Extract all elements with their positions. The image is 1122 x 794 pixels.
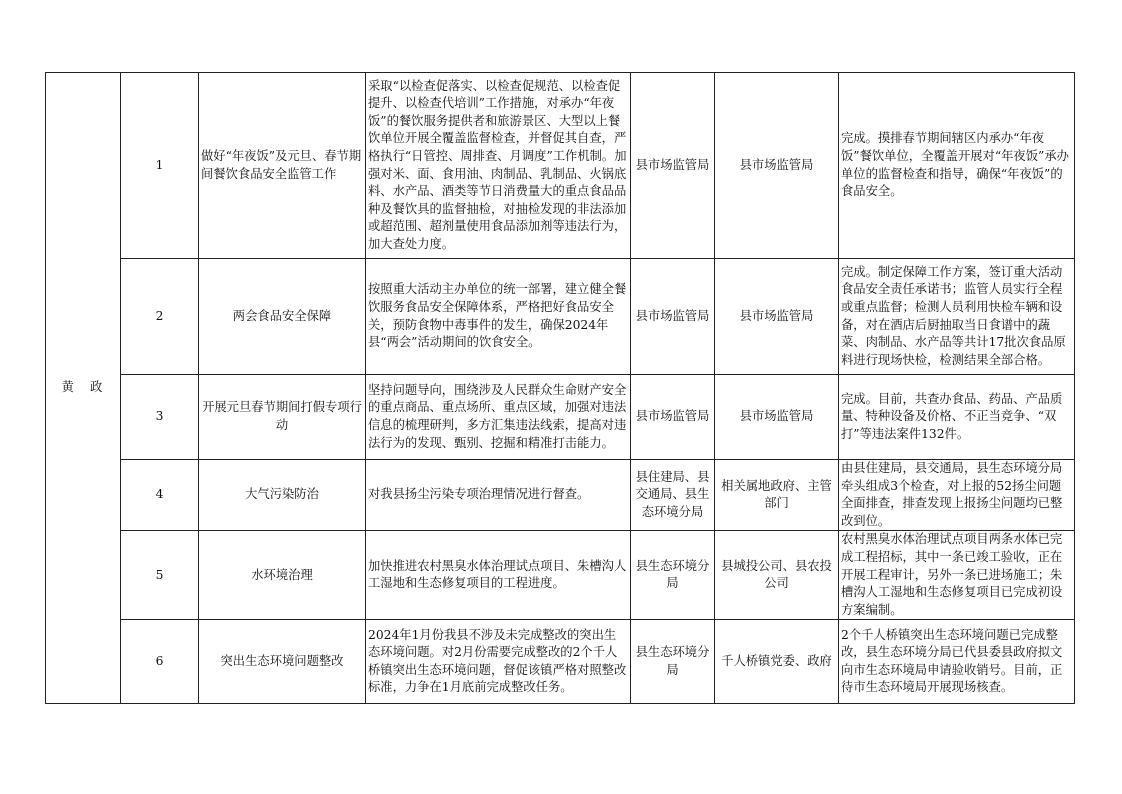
row-number: 1 [121,73,199,259]
row-number: 6 [121,620,199,704]
lead-department: 县生态环境分局 [631,531,715,620]
table-row [46,259,1075,375]
task-measure: 2024年1月份我县不涉及未完成整改的突出生态环境问题。对2月份需要完成整改的2个千人桥镇突出生态环境问题，督促该镇严格对照整改标准，力争在1月底前完成整改任务。 [366,620,631,704]
row-number: 3 [121,375,199,460]
responsible-unit: 县市场监管局 [715,375,839,460]
progress-status: 农村黑臭水体治理试点项目两条水体已完成工程招标，其中一条已竣工验收，正在开展工程审计，另外一条已进场施工；朱槽沟人工湿地和生态修复项目已完成初设方案编制。 [839,531,1075,620]
progress-table [45,72,1075,704]
task-name: 两会食品安全保障 [199,259,366,375]
task-name: 大气污染防治 [199,460,366,531]
row-number: 2 [121,259,199,375]
table-row [46,620,1075,704]
row-number: 4 [121,460,199,531]
responsible-unit: 千人桥镇党委、政府 [715,620,839,704]
progress-status: 2个千人桥镇突出生态环境问题已完成整改，县生态环境分局已代县委县政府拟文向市生态环境局申请验收销号。目前，正待市生态环境局开展现场核查。 [839,620,1075,704]
table-row [46,460,1075,531]
task-measure: 按照重大活动主办单位的统一部署，建立健全餐饮服务食品安全保障体系，严格把好食品安全关，预防食物中毒事件的发生，确保2024年县“两会”活动期间的饮食安全。 [366,259,631,375]
task-name: 做好“年夜饭”及元旦、春节期间餐饮食品安全监管工作 [199,73,366,259]
lead-department: 县市场监管局 [631,375,715,460]
task-measure: 对我县扬尘污染专项治理情况进行督查。 [366,460,631,531]
table-row [46,73,1075,259]
task-measure: 采取“以检查促落实、以检查促规范、以检查促提升、以检查代培训”工作措施，对承办“年夜饭”的餐饮服务提供者和旅游景区、大型以上餐饮单位开展全覆盖监督检查，并督促其自查，严格执行“日管控、周排查、月调度”工作机制。加强对米、面、食用油、肉制品、乳制品、火锅底料、水产品、酒类等节日消费量大的重点食品品种及餐饮具的监督抽检，对抽检发现的非法添加或超范围、超剂量使用食品添加剂等违法行为，加大查处力度。 [366,73,631,259]
task-name: 水环境治理 [199,531,366,620]
group-label-cell: 黄 政 [46,73,121,704]
task-name: 开展元旦春节期间打假专项行动 [199,375,366,460]
task-measure: 加快推进农村黑臭水体治理试点项目、朱槽沟人工湿地和生态修复项目的工程进度。 [366,531,631,620]
progress-status: 完成。目前，共查办食品、药品、产品质量、特种设备及价格、不正当竞争、“双打”等违法案件132件。 [839,375,1075,460]
responsible-unit: 县市场监管局 [715,259,839,375]
responsible-unit: 相关属地政府、主管部门 [715,460,839,531]
table-row [46,531,1075,620]
table-row [46,375,1075,460]
lead-department: 县市场监管局 [631,73,715,259]
responsible-unit: 县城投公司、县农投公司 [715,531,839,620]
progress-status: 完成。摸排春节期间辖区内承办“年夜饭”餐饮单位，全覆盖开展对“年夜饭”承办单位的监督检查和指导，确保“年夜饭”的食品安全。 [839,73,1075,259]
progress-status: 完成。制定保障工作方案，签订重大活动食品安全责任承诺书；监管人员实行全程或重点监督；检测人员利用快检车辆和设备，对在酒店后厨抽取当日食谱中的蔬菜、肉制品、水产品等共计17批次食品原料进行现场快检，检测结果全部合格。 [839,259,1075,375]
lead-department: 县生态环境分局 [631,620,715,704]
row-number: 5 [121,531,199,620]
progress-status: 由县住建局，县交通局，县生态环境分局牵头组成3个检查，对上报的52扬尘问题全面排查，排查发现上报扬尘问题均已整改到位。 [839,460,1075,531]
lead-department: 县住建局、县交通局、县生态环境分局 [631,460,715,531]
responsible-unit: 县市场监管局 [715,73,839,259]
task-measure: 坚持问题导向，围绕涉及人民群众生命财产安全的重点商品、重点场所、重点区域，加强对违法信息的梳理研判，多方汇集违法线索，提高对违法行为的发现、甄别、挖掘和精准打击能力。 [366,375,631,460]
lead-department: 县市场监管局 [631,259,715,375]
task-name: 突出生态环境问题整改 [199,620,366,704]
